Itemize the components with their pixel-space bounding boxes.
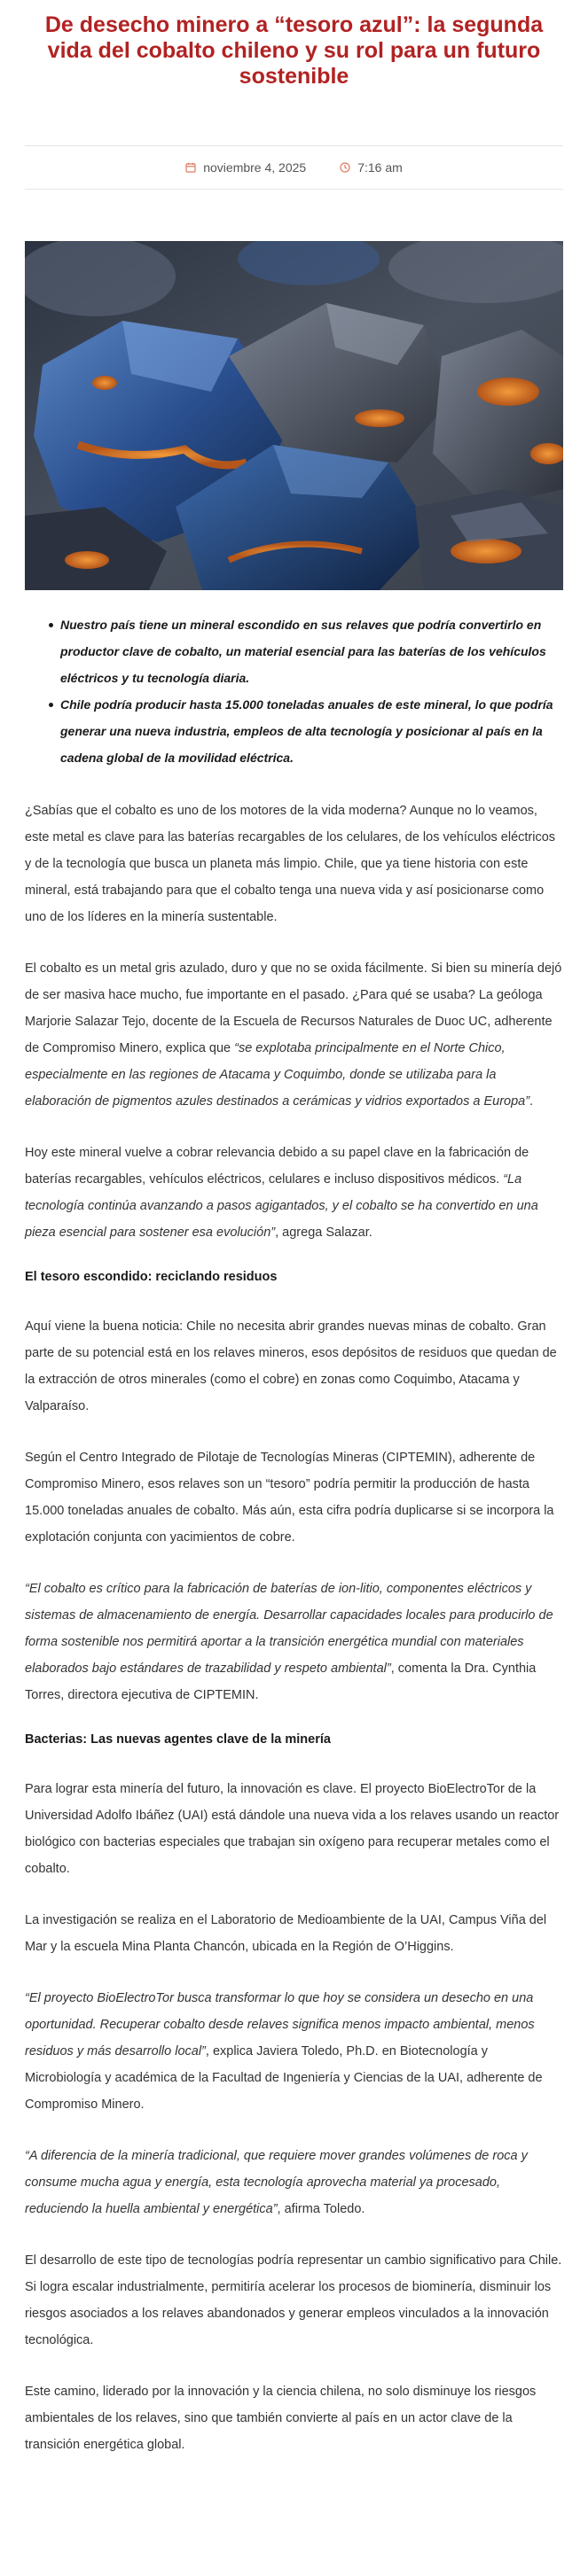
paragraph: ¿Sabías que el cobalto es uno de los motores de la vida moderna? Aunque no lo veamos, este metal es clave para las baterías recargables de los celulares, de los vehículos eléctricos y de la tecnología que busca un planeta más limpio. Chile, que ya tiene historia con este mineral, está trabajando para que el cobalto tenga una nueva vida y así posicionarse como uno de los líderes en la minería sustentable. — [25, 804, 556, 924]
date-meta — [185, 160, 306, 175]
paragraph: La investigación se realiza en el Laboratorio de Medioambiente de la UAI, Campus Viña del Mar y la escuela Mina Planta Chancón, ubicada en la Región de O’Higgins. — [25, 1913, 547, 1954]
paragraph-text: . — [529, 1094, 534, 1109]
calendar-icon — [185, 162, 196, 173]
paragraph-text: Hoy este mineral vuelve a cobrar relevancia debido a su papel clave en la fabricación de baterías recargables, vehículos eléctricos, celulares e incluso dispositivos médicos. — [25, 1146, 529, 1187]
article-date: noviembre 4, 2025 — [203, 160, 307, 175]
article-title: De desecho minero a “tesoro azul”: la segunda vida del cobalto chileno y su rol para un futuro sostenible — [44, 12, 544, 89]
highlight-item: Nuestro país tiene un mineral escondido en sus relaves que podría convertirlo en productor clave de cobalto, un material esencial para las baterías de los vehículos eléctricos y tu tecnología diaria. — [60, 611, 563, 691]
highlights-list — [25, 611, 563, 771]
paragraph-text: , explica Javiera Toledo, Ph.D. en Biotecnología y Microbiología y académica de la Facultad de Ingeniería y Ciencias de la UAI, adherente de Compromiso Minero. — [25, 2044, 543, 2112]
paragraph — [25, 1985, 563, 2118]
paragraph — [25, 955, 563, 1115]
paragraph: Aquí viene la buena noticia: Chile no necesita abrir grandes nuevas minas de cobalto. Gran parte de su potencial está en los relaves mineros, esos depósitos de residuos que quedan de la extracción de otros minerales (como el cobre) en zonas como Coquimbo, Atacama y Valparaíso. — [25, 1319, 557, 1413]
article-meta — [25, 145, 563, 190]
section-heading: Bacterias: Las nuevas agentes clave de la minería — [25, 1732, 331, 1747]
clock-icon — [340, 162, 350, 173]
paragraph — [25, 2143, 563, 2222]
paragraph: El desarrollo de este tipo de tecnologías podría representar un cambio significativo para Chile. Si logra escalar industrialmente, permitiría acelerar los procesos de biominería, disminuir los riesgos asociados a los relaves abandonados y generar empleos vinculados a la innovación tecnológica. — [25, 2253, 562, 2347]
paragraph — [25, 1140, 563, 1246]
paragraph-text: , afirma Toledo. — [277, 2202, 365, 2216]
article-time: 7:16 am — [357, 160, 403, 175]
paragraph-text: , agrega Salazar. — [275, 1226, 372, 1240]
paragraph: Para lograr esta minería del futuro, la innovación es clave. El proyecto BioElectroTor de la Universidad Adolfo Ibáñez (UAI) está dándole una nueva vida a los relaves usando un reactor biológico con bacterias especiales que trabajan sin oxígeno para recuperar metales como el cobalto. — [25, 1782, 560, 1876]
quote: “A diferencia de la minería tradicional, que requiere mover grandes volúmenes de roca y consume mucha agua y energía, esta tecnología aprovecha material ya procesado, reduciendo la huella ambiental y energética” — [25, 2149, 528, 2216]
time-meta — [340, 160, 403, 175]
quote: “La tecnología continúa avanzando a pasos agigantados, y el cobalto se ha convertido en una pieza esencial para sostener esa evolución” — [25, 1172, 538, 1240]
paragraph-text: El cobalto es un metal gris azulado, duro y que no se oxida fácilmente. Si bien su minería dejó de ser masiva hace mucho, fue importante en el pasado. ¿Para qué se usaba? La geóloga Marjorie Salazar Tejo, docente de la Escuela de Recursos Naturales de Duoc UC, adherente de Compromiso Minero, explica que — [25, 961, 562, 1055]
paragraph: Este camino, liderado por la innovación y la ciencia chilena, no solo disminuye los riesgos ambientales de los relaves, sino que también convierte al país en un actor clave de la transición energética global. — [25, 2385, 537, 2452]
quote: “se explotaba principalmente en el Norte Chico, especialmente en las regiones de Atacama y Coquimbo, donde se utilizaba para la elaboración de pigmentos azules destinados a cerámicas y vidrios exportados a Europa” — [25, 1041, 530, 1109]
paragraph — [25, 1576, 563, 1708]
quote: “El proyecto BioElectroTor busca transformar lo que hoy se considera un desecho en una oportunidad. Recuperar cobalto desde relaves significa menos impacto ambiental, menos residuos y más desarrollo local” — [25, 1991, 535, 2058]
paragraph-text: , comenta la Dra. Cynthia Torres, directora ejecutiva de CIPTEMIN. — [25, 1662, 537, 1702]
paragraph: Según el Centro Integrado de Pilotaje de Tecnologías Mineras (CIPTEMIN), adherente de Compromiso Minero, esos relaves son un “tesoro” podría permitir la producción de hasta 15.000 toneladas anuales de cobalto. Más aún, esta cifra podría duplicarse si se incorpora la explotación conjunta con yacimientos de cobre. — [25, 1451, 554, 1545]
section-heading: El tesoro escondido: reciclando residuos — [25, 1270, 278, 1284]
article-body — [25, 798, 563, 2458]
hero-image — [25, 241, 563, 590]
quote: “El cobalto es crítico para la fabricación de baterías de ion-litio, componentes eléctricos y sistemas de almacenamiento de energía. Desarrollar capacidades locales para producirlo de forma sostenible nos permitirá aportar a la transición energética mundial con materiales elaborados bajo estándares de trazabilidad y respeto ambiental” — [25, 1582, 553, 1676]
highlight-item: Chile podría producir hasta 15.000 toneladas anuales de este mineral, lo que podría generar una nueva industria, empleos de alta tecnología y posicionar al país en la cadena global de la movilidad eléctrica. — [60, 691, 563, 771]
